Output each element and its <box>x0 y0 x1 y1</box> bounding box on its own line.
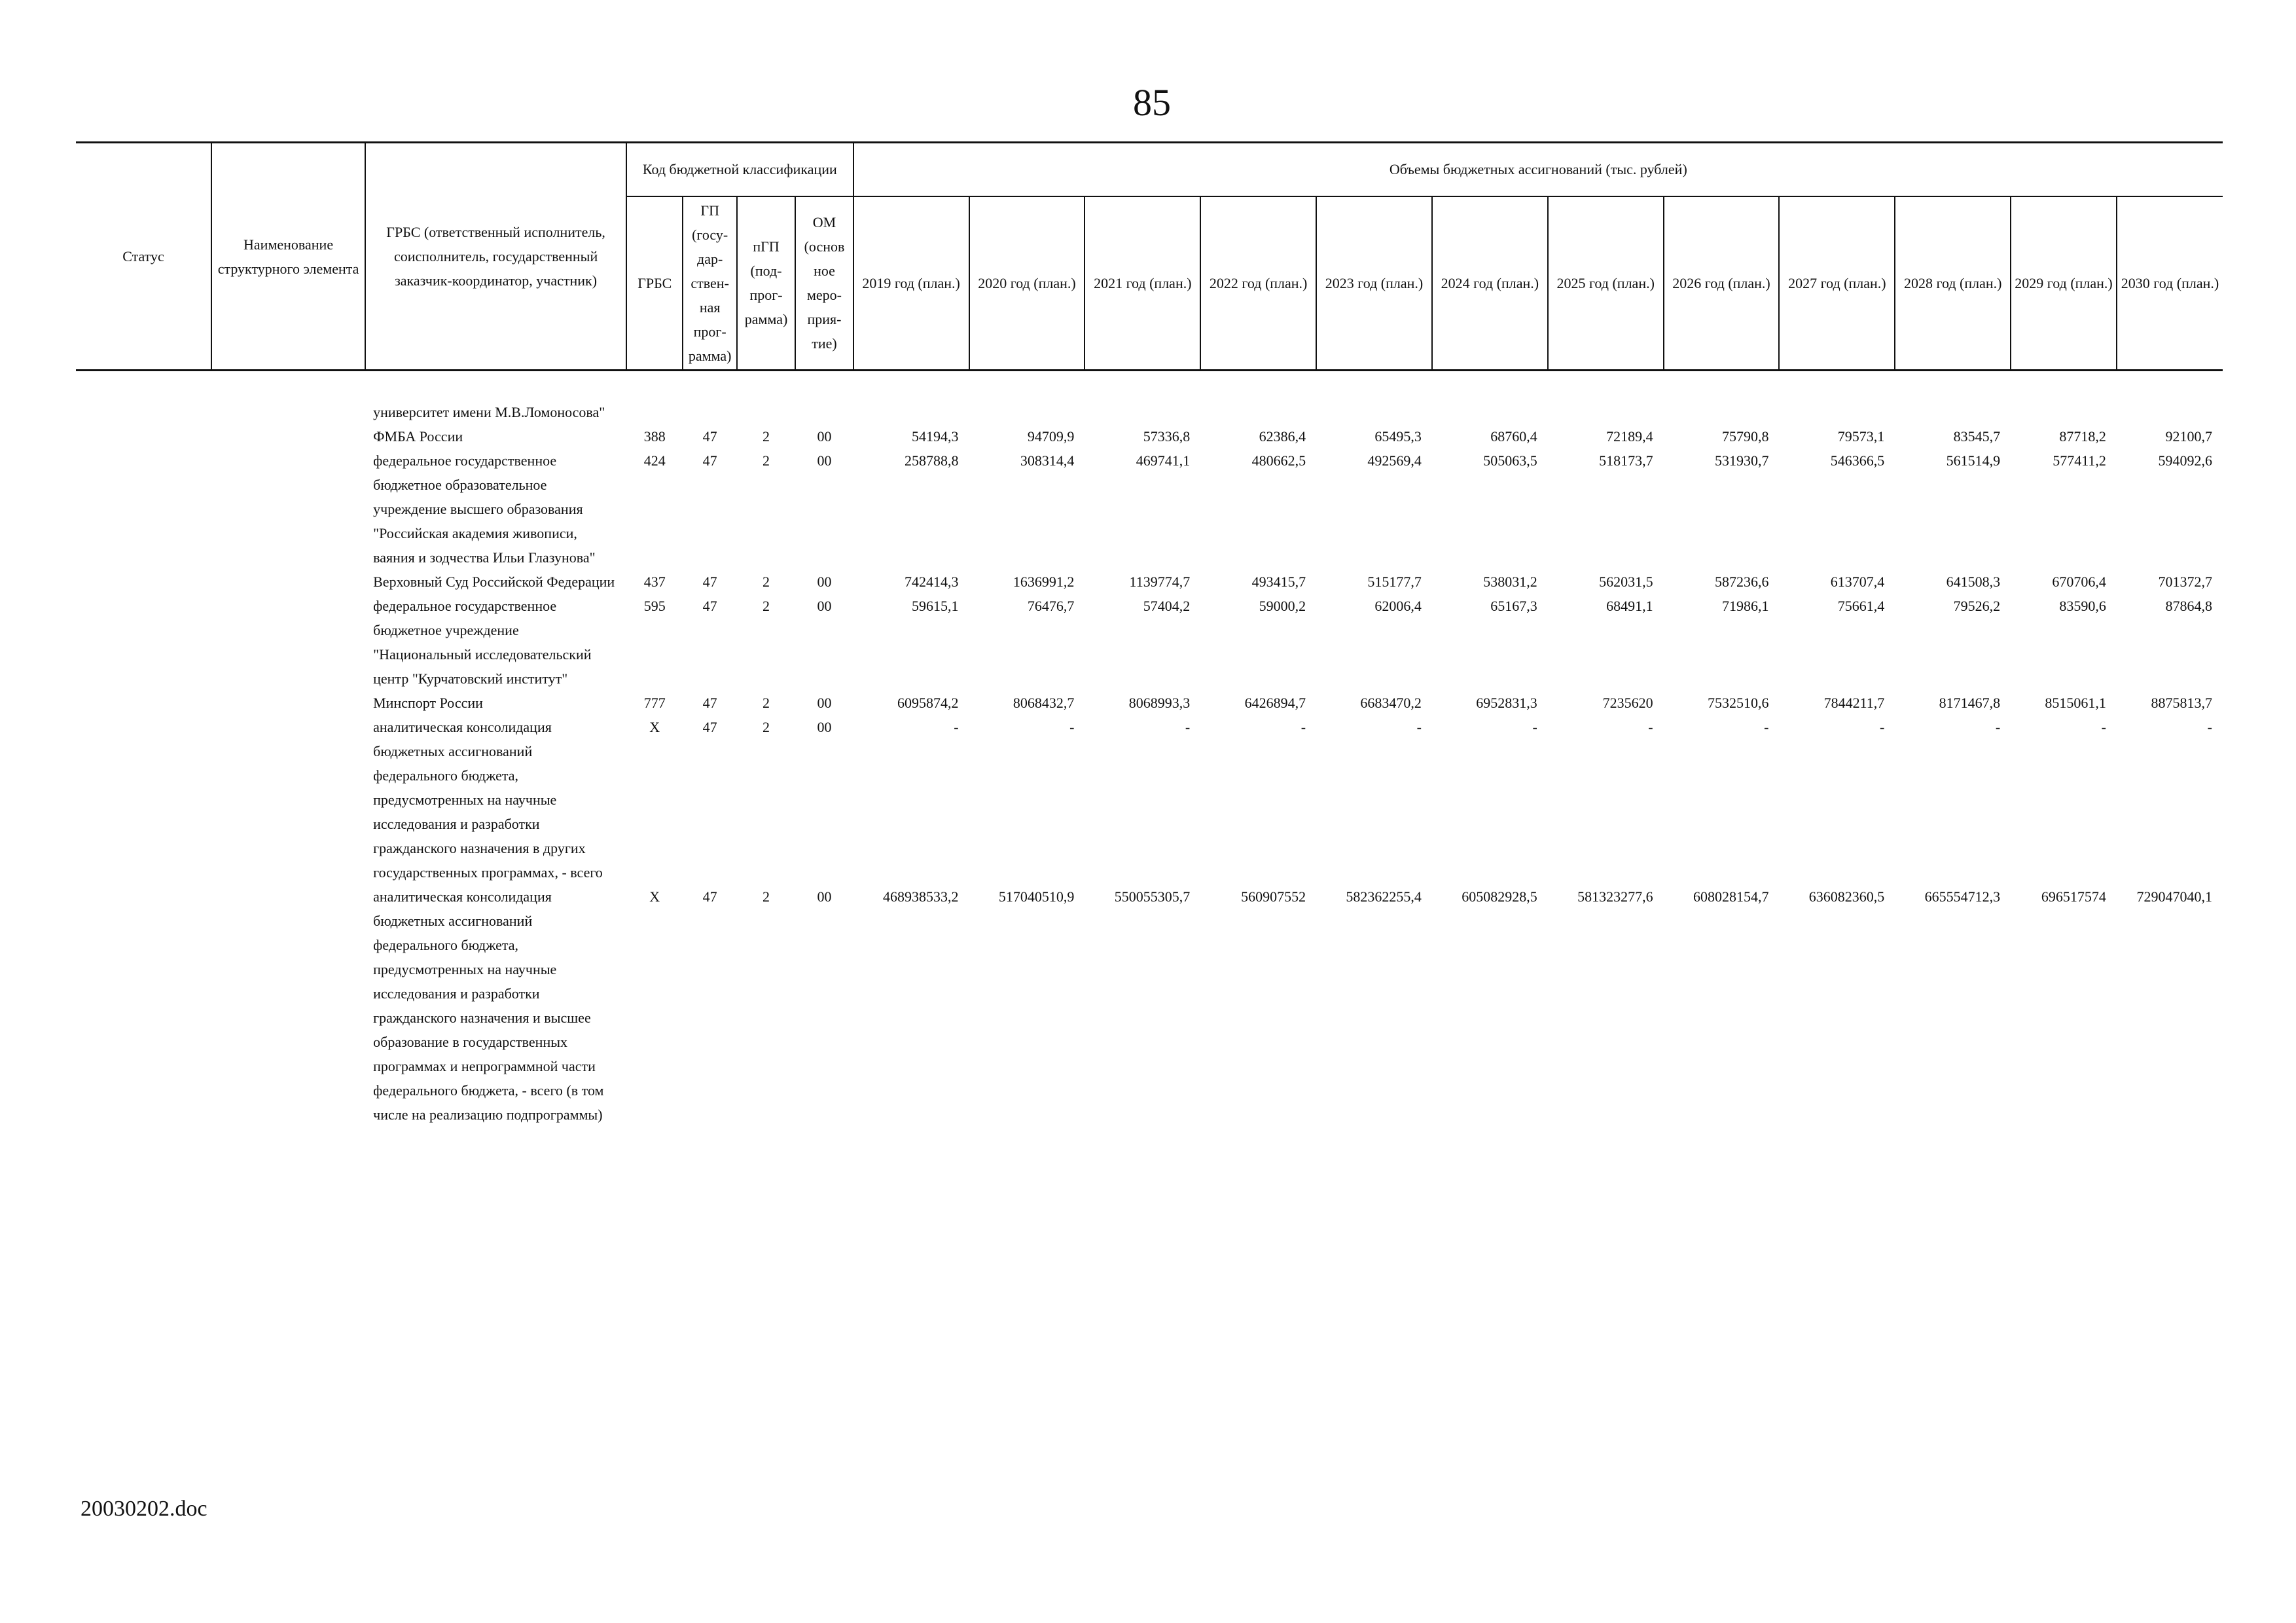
grbs-name-cell: университет имени М.В.Ломоносова" <box>373 404 605 420</box>
grbs-code-cell: 595 <box>643 598 666 614</box>
value-cell: 538031,2 <box>1483 574 1537 590</box>
value-cell: 8515061,1 <box>2045 695 2106 711</box>
value-cell: 8068432,7 <box>1013 695 1075 711</box>
structural-element-cell <box>211 691 365 715</box>
om-code-cell: 00 <box>817 888 832 905</box>
value-cell: 517040510,9 <box>998 888 1075 905</box>
value-cell: 546366,5 <box>1830 452 1885 469</box>
value-cell: 258788,8 <box>905 452 959 469</box>
value-cell: 594092,6 <box>2158 452 2212 469</box>
value-cell: 641508,3 <box>1946 574 2001 590</box>
value-cell <box>1895 400 2011 424</box>
value-cell: 636082360,5 <box>1808 888 1885 905</box>
value-cell <box>1664 400 1780 424</box>
grbs-code-cell: 424 <box>643 452 666 469</box>
grbs-name-cell: ФМБА России <box>373 428 463 445</box>
header-pgp: пГП (под-прог-рамма) <box>737 196 795 371</box>
structural-element-cell <box>211 884 365 1127</box>
header-year-2019: 2019 год (план.) <box>853 196 969 371</box>
grbs-code-cell: X <box>649 719 660 735</box>
value-cell: 57336,8 <box>1143 428 1191 445</box>
page-number: 85 <box>1133 81 1171 124</box>
value-cell: - <box>1532 719 1537 735</box>
table-row <box>76 448 2223 570</box>
header-year-2023: 2023 год (план.) <box>1316 196 1432 371</box>
value-cell: 515177,7 <box>1367 574 1422 590</box>
gp-code-cell: 47 <box>702 428 717 445</box>
om-code-cell: 00 <box>817 719 832 735</box>
value-cell: 587236,6 <box>1714 574 1769 590</box>
structural-element-cell <box>211 424 365 448</box>
value-cell <box>1432 400 1548 424</box>
pgp-code-cell: 2 <box>762 574 770 590</box>
value-cell: 83545,7 <box>1953 428 2001 445</box>
header-year-2026: 2026 год (план.) <box>1664 196 1780 371</box>
value-cell: 87864,8 <box>2165 598 2212 614</box>
value-cell: 62006,4 <box>1374 598 1422 614</box>
budget-allocations-table <box>76 141 2223 1127</box>
value-cell: 492569,4 <box>1367 452 1422 469</box>
pgp-code-cell <box>737 400 795 424</box>
table-row <box>76 691 2223 715</box>
value-cell: 8875813,7 <box>2151 695 2212 711</box>
value-cell <box>1085 400 1200 424</box>
header-year-2022: 2022 год (план.) <box>1200 196 1316 371</box>
value-cell: 59615,1 <box>912 598 959 614</box>
value-cell: 1139774,7 <box>1129 574 1191 590</box>
om-code-cell: 00 <box>817 428 832 445</box>
value-cell <box>969 400 1085 424</box>
value-cell: 480662,5 <box>1251 452 1306 469</box>
value-cell: - <box>1648 719 1653 735</box>
value-cell: 469741,1 <box>1136 452 1191 469</box>
om-code-cell: 00 <box>817 452 832 469</box>
grbs-name-cell: федеральное государственное бюджетное учреждение "Национальный исследовательский центр "Курчатовский институт" <box>373 598 592 687</box>
status-cell <box>76 570 211 594</box>
value-cell: 71986,1 <box>1721 598 1769 614</box>
grbs-name-cell: аналитическая консолидация бюджетных ассигнований федерального бюджета, предусмотренных на научные исследования и разработки гражданского назначения в других государственных программах, - всего <box>373 719 603 881</box>
value-cell: 1636991,2 <box>1013 574 1075 590</box>
value-cell: 613707,4 <box>1830 574 1885 590</box>
value-cell: 505063,5 <box>1483 452 1537 469</box>
structural-element-cell <box>211 400 365 424</box>
value-cell: 518173,7 <box>1599 452 1653 469</box>
value-cell: 94709,9 <box>1027 428 1075 445</box>
grbs-name-cell: Верховный Суд Российской Федерации <box>373 574 615 590</box>
grbs-name-cell: аналитическая консолидация бюджетных ассигнований федерального бюджета, предусмотренных на научные исследования и разработки гражданского назначения и высшее образование в государственных программах и непрограммной части федерального бюджета, - всего (в том числе на реализацию подпрограммы) <box>373 888 604 1123</box>
value-cell <box>2117 400 2223 424</box>
status-cell <box>76 448 211 570</box>
value-cell: 562031,5 <box>1599 574 1653 590</box>
value-cell: 83590,6 <box>2059 598 2106 614</box>
value-cell: 87718,2 <box>2059 428 2106 445</box>
value-cell: 7844211,7 <box>1823 695 1885 711</box>
value-cell: 6952831,3 <box>1476 695 1537 711</box>
value-cell: 65495,3 <box>1374 428 1422 445</box>
value-cell: 68760,4 <box>1490 428 1537 445</box>
status-cell <box>76 884 211 1127</box>
value-cell: 561514,9 <box>1946 452 2001 469</box>
value-cell: 59000,2 <box>1259 598 1306 614</box>
pgp-code-cell: 2 <box>762 888 770 905</box>
value-cell: 6426894,7 <box>1244 695 1306 711</box>
header-year-2030: 2030 год (план.) <box>2117 196 2223 371</box>
header-year-2029: 2029 год (план.) <box>2011 196 2117 371</box>
value-cell: 701372,7 <box>2158 574 2212 590</box>
grbs-code-cell: 777 <box>643 695 666 711</box>
table-body <box>76 371 2223 1127</box>
header-year-2028: 2028 год (план.) <box>1895 196 2011 371</box>
status-cell <box>76 715 211 884</box>
value-cell <box>1779 400 1895 424</box>
value-cell: 75790,8 <box>1721 428 1769 445</box>
structural-element-cell <box>211 570 365 594</box>
value-cell: 76476,7 <box>1027 598 1075 614</box>
value-cell: 742414,3 <box>905 574 959 590</box>
structural-element-cell <box>211 715 365 884</box>
value-cell: 62386,4 <box>1259 428 1306 445</box>
value-cell: 6095874,2 <box>897 695 959 711</box>
value-cell: 75661,4 <box>1837 598 1885 614</box>
value-cell: 582362255,4 <box>1346 888 1422 905</box>
value-cell: 68491,1 <box>1606 598 1653 614</box>
value-cell: 308314,4 <box>1020 452 1075 469</box>
header-status: Статус <box>76 143 211 371</box>
value-cell <box>1316 400 1432 424</box>
grbs-code-cell: 388 <box>643 428 666 445</box>
value-cell: 65167,3 <box>1490 598 1537 614</box>
header-year-2024: 2024 год (план.) <box>1432 196 1548 371</box>
header-year-2021: 2021 год (план.) <box>1085 196 1200 371</box>
value-cell: 581323277,6 <box>1577 888 1653 905</box>
value-cell: - <box>1764 719 1769 735</box>
gp-code-cell: 47 <box>702 695 717 711</box>
value-cell: 493415,7 <box>1251 574 1306 590</box>
value-cell: - <box>1995 719 2001 735</box>
value-cell: 8068993,3 <box>1128 695 1191 711</box>
gp-code-cell: 47 <box>702 574 717 590</box>
status-cell <box>76 594 211 691</box>
gp-code-cell: 47 <box>702 888 717 905</box>
value-cell: 608028154,7 <box>1693 888 1769 905</box>
value-cell: 54194,3 <box>912 428 959 445</box>
value-cell: 729047040,1 <box>2136 888 2212 905</box>
grbs-code-cell: 437 <box>643 574 666 590</box>
value-cell: 560907552 <box>1241 888 1306 905</box>
table-row <box>76 400 2223 424</box>
header-year-2025: 2025 год (план.) <box>1548 196 1664 371</box>
table-row <box>76 594 2223 691</box>
value-cell: - <box>2207 719 2212 735</box>
header-structural-element: Наименование структурного элемента <box>211 143 365 371</box>
table-row <box>76 715 2223 884</box>
grbs-code-cell: X <box>649 888 660 905</box>
value-cell: 92100,7 <box>2165 428 2212 445</box>
header-grbs: ГРБС <box>626 196 683 371</box>
table-row <box>76 424 2223 448</box>
grbs-name-cell: федеральное государственное бюджетное образовательное учреждение высшего образования "Российская академия живописи, ваяния и зодчества Ильи Глазунова" <box>373 452 596 566</box>
om-code-cell: 00 <box>817 598 832 614</box>
value-cell: - <box>1300 719 1306 735</box>
value-cell: 8171467,8 <box>1939 695 2001 711</box>
header-gp: ГП (госу-дар-ствен-ная прог-рамма) <box>683 196 736 371</box>
value-cell: 670706,4 <box>2052 574 2106 590</box>
table-row <box>76 884 2223 1127</box>
gp-code-cell: 47 <box>702 452 717 469</box>
header-year-2027: 2027 год (план.) <box>1779 196 1895 371</box>
pgp-code-cell: 2 <box>762 428 770 445</box>
value-cell: - <box>1185 719 1191 735</box>
pgp-code-cell: 2 <box>762 719 770 735</box>
status-cell <box>76 400 211 424</box>
value-cell: - <box>954 719 959 735</box>
om-code-cell: 00 <box>817 574 832 590</box>
value-cell: 665554712,3 <box>1924 888 2001 905</box>
pgp-code-cell: 2 <box>762 598 770 614</box>
value-cell: - <box>1069 719 1075 735</box>
value-cell: 696517574 <box>2041 888 2106 905</box>
value-cell: - <box>1416 719 1422 735</box>
value-cell: 468938533,2 <box>883 888 959 905</box>
om-code-cell: 00 <box>817 695 832 711</box>
status-cell <box>76 424 211 448</box>
structural-element-cell <box>211 448 365 570</box>
value-cell: 79526,2 <box>1953 598 2001 614</box>
grbs-name-cell: Минспорт России <box>373 695 483 711</box>
value-cell: 7235620 <box>1602 695 1653 711</box>
pgp-code-cell: 2 <box>762 452 770 469</box>
value-cell: 6683470,2 <box>1360 695 1422 711</box>
value-cell <box>2011 400 2117 424</box>
structural-element-cell <box>211 594 365 691</box>
value-cell <box>1200 400 1316 424</box>
value-cell: - <box>1879 719 1885 735</box>
header-year-2020: 2020 год (план.) <box>969 196 1085 371</box>
pgp-code-cell: 2 <box>762 695 770 711</box>
grbs-code-cell <box>626 400 683 424</box>
value-cell: 577411,2 <box>2053 452 2106 469</box>
value-cell: 57404,2 <box>1143 598 1191 614</box>
header-spacer-row <box>76 371 2223 401</box>
value-cell <box>853 400 969 424</box>
value-cell: 531930,7 <box>1714 452 1769 469</box>
table-row <box>76 570 2223 594</box>
gp-code-cell: 47 <box>702 598 717 614</box>
header-grbs-responsible: ГРБС (ответственный исполнитель, соисполнитель, государственный заказчик-координатор, участник) <box>365 143 626 371</box>
header-budget-code-group: Код бюджетной классификации <box>626 143 853 196</box>
value-cell: 72189,4 <box>1606 428 1653 445</box>
value-cell: 550055305,7 <box>1114 888 1191 905</box>
value-cell: 605082928,5 <box>1462 888 1537 905</box>
value-cell <box>1548 400 1664 424</box>
value-cell: 7532510,6 <box>1707 695 1769 711</box>
value-cell: - <box>2101 719 2106 735</box>
footer-filename: 20030202.doc <box>81 1497 207 1521</box>
gp-code-cell: 47 <box>702 719 717 735</box>
om-code-cell <box>795 400 853 424</box>
status-cell <box>76 691 211 715</box>
header-volumes-group: Объемы бюджетных ассигнований (тыс. рублей) <box>853 143 2223 196</box>
value-cell: 79573,1 <box>1837 428 1885 445</box>
header-om: ОМ (основ ное меро-прия-тие) <box>795 196 853 371</box>
gp-code-cell <box>683 400 736 424</box>
